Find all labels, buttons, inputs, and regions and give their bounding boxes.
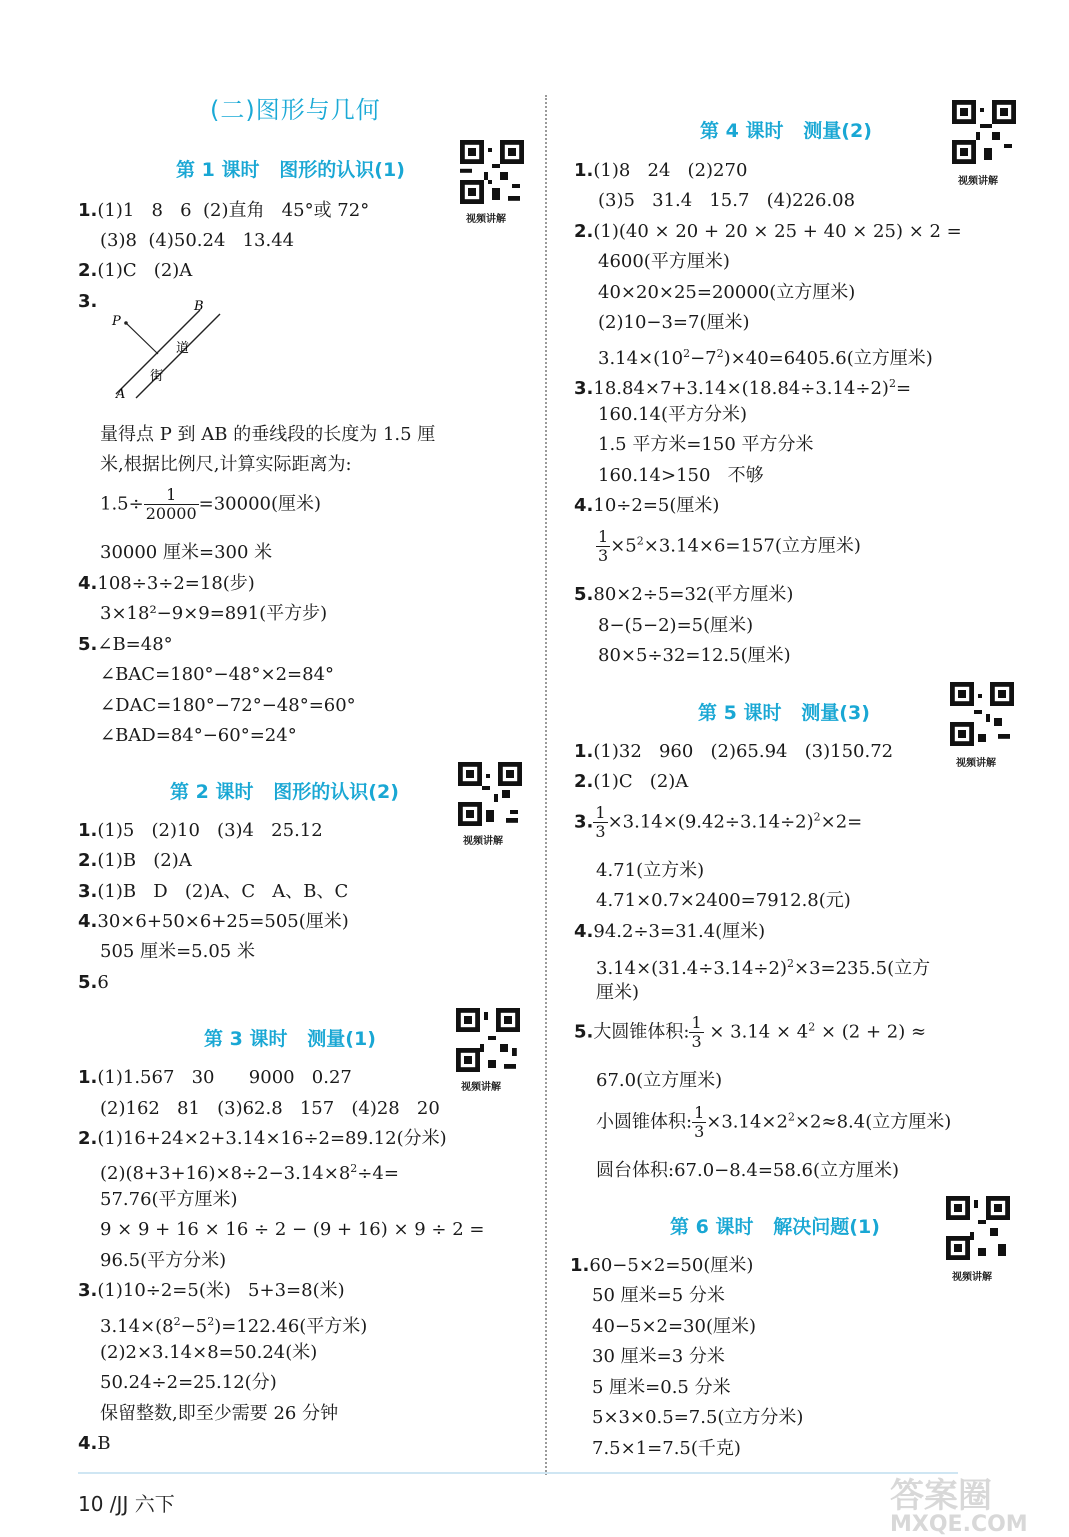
fraction-line: 3. $\frac{1}{3}$ $\times 3.14\times(9.42\div 3.14\div 2)^2\times 2=$	[574, 803, 863, 841]
fraction: $\frac{1}{20000}$	[145, 485, 197, 523]
answer-line: 7.5×1=7.5(千克)	[592, 1438, 741, 1459]
answer-line: 160.14>150 不够	[598, 465, 764, 486]
answer-line: 2.(1)B (2)A	[78, 850, 192, 871]
qr-caption: 视频讲解	[463, 836, 503, 847]
qr-code-icon[interactable]	[952, 100, 1016, 164]
answer-line: 2.(1)(40 × 20 + 20 × 25 + 40 × 25) × 2 =	[574, 221, 962, 242]
fraction: $\frac{1}{3}$	[694, 1103, 705, 1141]
answer-line: ∠DAC=180°−72°−48°=60°	[100, 695, 356, 716]
answer-line: $(2)(8+3+16)\times 8\div 2-3.14\times 8^2\div 4=$	[100, 1162, 399, 1184]
answer-line: (2)2×3.14×8=50.24(米)	[100, 1342, 318, 1363]
answer-line: (3)8 (4)50.24 13.44	[100, 230, 295, 251]
fraction-line: 5.大圆锥体积: $\frac{1}{3}$ × $3.14 \times 4^2 \times (2 + 2)$ ≈	[574, 1013, 927, 1051]
answer-line: 2.(1)C (2)A	[574, 771, 689, 792]
answer-line: (2)10−3=7(厘米)	[598, 312, 750, 333]
fraction: $\frac{1}{3}$	[598, 527, 609, 565]
answer-line: 4.108÷3÷2=18(步)	[78, 573, 255, 594]
answer-line: 67.0(立方厘米)	[596, 1070, 723, 1091]
road-edge-b	[136, 314, 220, 398]
label-b: B	[194, 299, 204, 314]
answer-line: 1.(1)5 (2)10 (3)4 25.12	[78, 820, 323, 841]
page-footer: 10 /JJ 六下	[78, 1492, 175, 1516]
answer-line: 40×20×25=20000(立方厘米)	[598, 282, 856, 303]
answer-line: 圆台体积:67.0−8.4=58.6(立方厘米)	[596, 1160, 900, 1181]
qr-code-icon[interactable]	[458, 762, 522, 826]
answer-line: 1.60−5×2=50(厘米)	[570, 1255, 754, 1276]
answer-line: 米,根据比例尺,计算实际距离为:	[100, 454, 352, 475]
answer-line: 保留整数,即至少需要 26 分钟	[100, 1403, 339, 1424]
footer-rule	[78, 1472, 958, 1474]
answer-line: 80×5÷32=12.5(厘米)	[598, 645, 791, 666]
answer-line: 4.10÷2=5(厘米)	[574, 495, 720, 516]
column-divider	[545, 95, 547, 1475]
answer-line: $3.14\times(31.4\div 3.14\div 2)^2\times 3=235.5$(立方	[596, 957, 931, 979]
section-title-4: 第 4 课时 测量(2)	[700, 120, 872, 142]
answer-line: 量得点 P 到 AB 的垂线段的长度为 1.5 厘	[100, 424, 436, 445]
answer-line: 4.94.2÷3=31.4(厘米)	[574, 921, 766, 942]
answer-line: 3×18²−9×9=891(平方步)	[100, 603, 328, 624]
answer-line: 4.71(立方米)	[596, 860, 705, 881]
fraction-line: 小圆锥体积: $\frac{1}{3}$ $\times 3.14\times 2^2\times 2\approx 8.4$(立方厘米)	[596, 1103, 952, 1141]
label-road-1: 道	[176, 341, 190, 356]
qr-code-icon[interactable]	[946, 1196, 1010, 1260]
qr-code-icon[interactable]	[456, 1008, 520, 1072]
answer-line: 5.∠B=48°	[78, 634, 173, 655]
answer-line: 30000 厘米=300 米	[100, 542, 273, 563]
section-title-6: 第 6 课时 解决问题(1)	[670, 1216, 880, 1238]
section-title-3: 第 3 课时 测量(1)	[204, 1028, 376, 1050]
answer-line: 4600(平方厘米)	[598, 251, 730, 272]
answer-line: 3.(1)B D (2)A、C A、B、C	[78, 881, 349, 902]
answer-line: 4.71×0.7×2400=7912.8(元)	[596, 890, 851, 911]
answer-line: 50.24÷2=25.12(分)	[100, 1372, 277, 1393]
label-p: P	[112, 314, 121, 329]
answer-line: 40−5×2=30(厘米)	[592, 1316, 757, 1337]
answer-line: 1.(1)32 960 (2)65.94 (3)150.72	[574, 741, 894, 762]
answer-line: 160.14(平方分米)	[598, 404, 748, 425]
qr-caption: 视频讲解	[956, 758, 996, 769]
qr-caption: 视频讲解	[952, 1272, 992, 1283]
answer-line: (2)162 81 (3)62.8 157 (4)28 20	[100, 1098, 440, 1119]
answer-line: 5 厘米=0.5 分米	[592, 1377, 731, 1398]
answer-line: 505 厘米=5.05 米	[100, 941, 255, 962]
label-road-2: 街	[150, 369, 164, 384]
answer-line: 5.6	[78, 972, 109, 993]
section-title-1: 第 1 课时 图形的认识(1)	[176, 159, 405, 181]
watermark-logo: 答案圈 MXQE.COM	[890, 1476, 1028, 1537]
answer-line: $3.14\times(10^2-7^2)\times 40=6405.6$(立方厘米)	[598, 347, 933, 369]
section-title-5: 第 5 课时 测量(3)	[698, 702, 870, 724]
answer-line: 30 厘米=3 分米	[592, 1346, 725, 1367]
qr-caption: 视频讲解	[958, 176, 998, 187]
answer-line: 4.30×6+50×6+25=505(厘米)	[78, 911, 349, 932]
qr-code-icon[interactable]	[460, 140, 524, 204]
fraction: $\frac{1}{3}$	[691, 1013, 702, 1051]
answer-line: $3.18.84\times 7+3.14\times(18.84\div 3.14\div 2)^2=$	[574, 377, 912, 399]
fraction: $\frac{1}{3}$	[595, 803, 606, 841]
answer-line: 1.(1)1 8 6 (2)直角 45°或 72°	[78, 200, 370, 221]
answer-line: ∠BAC=180°−48°×2=84°	[100, 664, 335, 685]
answer-line: 3.(1)10÷2=5(米) 5+3=8(米)	[78, 1280, 345, 1301]
qr-caption: 视频讲解	[466, 214, 506, 225]
fraction-line: $\frac{1}{3}$ $\times 5^2\times 3.14\times 6=157$(立方厘米)	[598, 527, 861, 565]
point-p	[124, 321, 128, 325]
section-title-2: 第 2 课时 图形的认识(2)	[170, 781, 399, 803]
answer-line: ∠BAD=84°−60°=24°	[100, 725, 297, 746]
answer-line: 厘米)	[596, 982, 640, 1003]
answer-line: 50 厘米=5 分米	[592, 1285, 725, 1306]
unit-title: (二)图形与几何	[210, 96, 381, 124]
fraction-line: 1.5÷ $\frac{1}{20000}$ =30000(厘米)	[100, 485, 322, 523]
answer-line: (3)5 31.4 15.7 (4)226.08	[598, 190, 856, 211]
answer-line: 1.5 平方米=150 平方分米	[598, 434, 814, 455]
answer-line: $3.14\times(8^2-5^2)=122.46$(平方米)	[100, 1315, 368, 1337]
answer-line: 5×3×0.5=7.5(立方分米)	[592, 1407, 804, 1428]
answer-line: 1.(1)1.567 30 9000 0.27	[78, 1067, 352, 1088]
qr-code-icon[interactable]	[950, 682, 1014, 746]
answer-line: 4.B	[78, 1433, 111, 1454]
label-a: A	[116, 387, 126, 402]
answer-line: 8−(5−2)=5(厘米)	[598, 615, 754, 636]
answer-line: 57.76(平方厘米)	[100, 1189, 238, 1210]
answer-line: 3.	[78, 291, 98, 312]
answer-line: 2.(1)C (2)A	[78, 260, 193, 281]
perpendicular-segment	[126, 323, 158, 354]
answer-line: 2.(1)16+24×2+3.14×16÷2=89.12(分米)	[78, 1128, 447, 1149]
qr-caption: 视频讲解	[461, 1082, 501, 1093]
answer-line: 5.80×2÷5=32(平方厘米)	[574, 584, 794, 605]
answer-line: 1.(1)8 24 (2)270	[574, 160, 748, 181]
street-diagram	[108, 298, 228, 402]
answer-line: 9 × 9 + 16 × 16 ÷ 2 − (9 + 16) × 9 ÷ 2 =	[100, 1219, 485, 1240]
answer-line: 96.5(平方分米)	[100, 1250, 227, 1271]
